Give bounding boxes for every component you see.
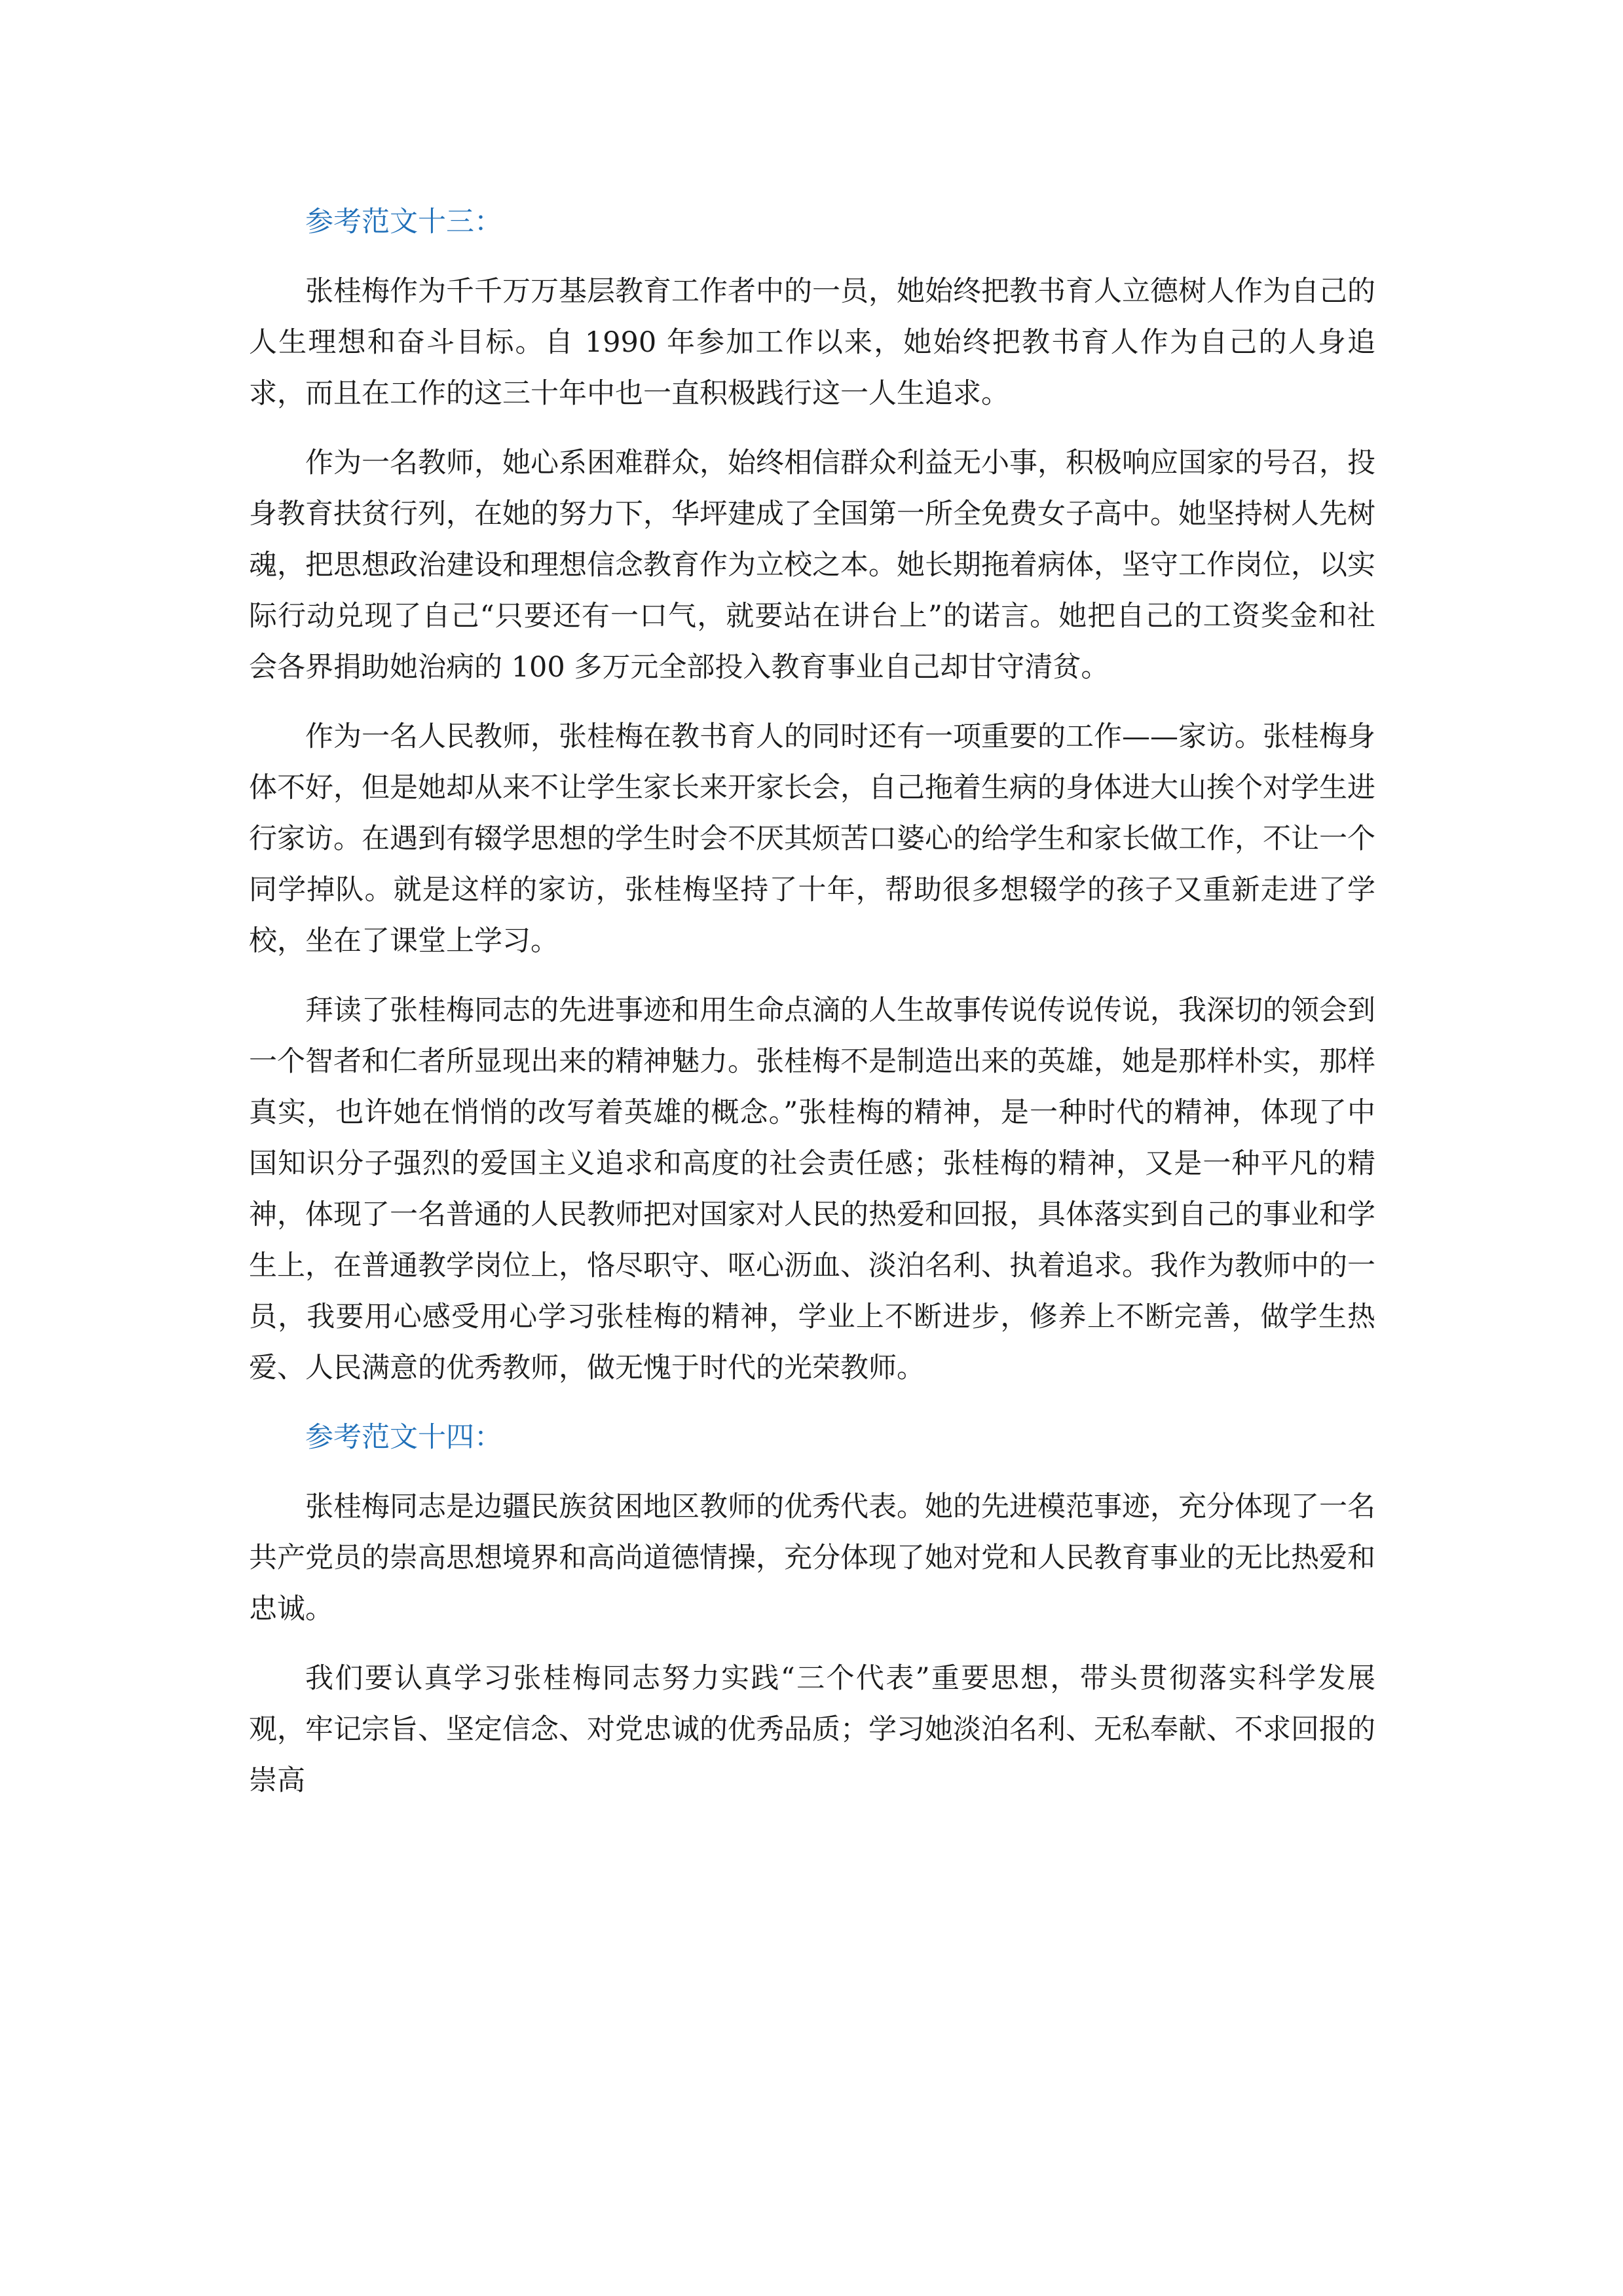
section-heading: 参考范文十四： xyxy=(305,1421,502,1454)
paragraph: 作为一名教师，她心系困难群众，始终相信群众利益无小事，积极响应国家的号召，投身教育扶贫行列，在她的努力下，华坪建成了全国第一所全免费女子高中。她坚持树人先树魂，把思想政治建设和理想信念教育作为立校之本。她长期拖着病体，坚守工作岗位，以实际行动兑现了自己“只要还有一口气，就要站在讲台上”的诺言。她把自己的工资奖金和社会各界捐助她治病的 100 多万元全部投入教育事业自己却甘守清贫。 xyxy=(249,447,1375,684)
paragraph: 我们要认真学习张桂梅同志努力实践“三个代表”重要思想，带头贯彻落实科学发展观，牢记宗旨、坚定信念、对党忠诚的优秀品质；学习她淡泊名利、无私奉献、不求回报的崇高 xyxy=(249,1662,1375,1797)
paragraph: 张桂梅同志是边疆民族贫困地区教师的优秀代表。她的先进模范事迹，充分体现了一名共产党员的崇高思想境界和高尚道德情操，充分体现了她对党和人民教育事业的无比热爱和忠诚。 xyxy=(249,1491,1375,1625)
section-13 xyxy=(249,196,1375,1394)
paragraph: 张桂梅作为千千万万基层教育工作者中的一员，她始终把教书育人立德树人作为自己的人生理想和奋斗目标。自 1990 年参加工作以来，她始终把教书育人作为自己的人身追求，而且在工作的这三十年中也一直积极践行这一人生追求。 xyxy=(249,275,1375,410)
paragraph: 作为一名人民教师，张桂梅在教书育人的同时还有一项重要的工作——家访。张桂梅身体不好，但是她却从来不让学生家长来开家长会，自己拖着生病的身体进大山挨个对学生进行家访。在遇到有辍学思想的学生时会不厌其烦苦口婆心的给学生和家长做工作，不让一个同学掉队。就是这样的家访，张桂梅坚持了十年，帮助很多想辍学的孩子又重新走进了学校，坐在了课堂上学习。 xyxy=(249,720,1375,957)
paragraph: 拜读了张桂梅同志的先进事迹和用生命点滴的人生故事传说传说传说，我深切的领会到一个智者和仁者所显现出来的精神魅力。张桂梅不是制造出来的英雄，她是那样朴实，那样真实，也许她在悄悄的改写着英雄的概念。”张桂梅的精神，是一种时代的精神，体现了中国知识分子强烈的爱国主义追求和高度的社会责任感；张桂梅的精神，又是一种平凡的精神，体现了一名普通的人民教师把对国家对人民的热爱和回报，具体落实到自己的事业和学生上，在普通教学岗位上，恪尽职守、呕心沥血、淡泊名利、执着追求。我作为教师中的一员，我要用心感受用心学习张桂梅的精神，学业上不断进步，修养上不断完善，做学生热爱、人民满意的优秀教师，做无愧于时代的光荣教师。 xyxy=(249,994,1375,1384)
section-heading: 参考范文十三： xyxy=(305,206,502,238)
section-14 xyxy=(249,1412,1375,1806)
document-body xyxy=(249,196,1375,1824)
